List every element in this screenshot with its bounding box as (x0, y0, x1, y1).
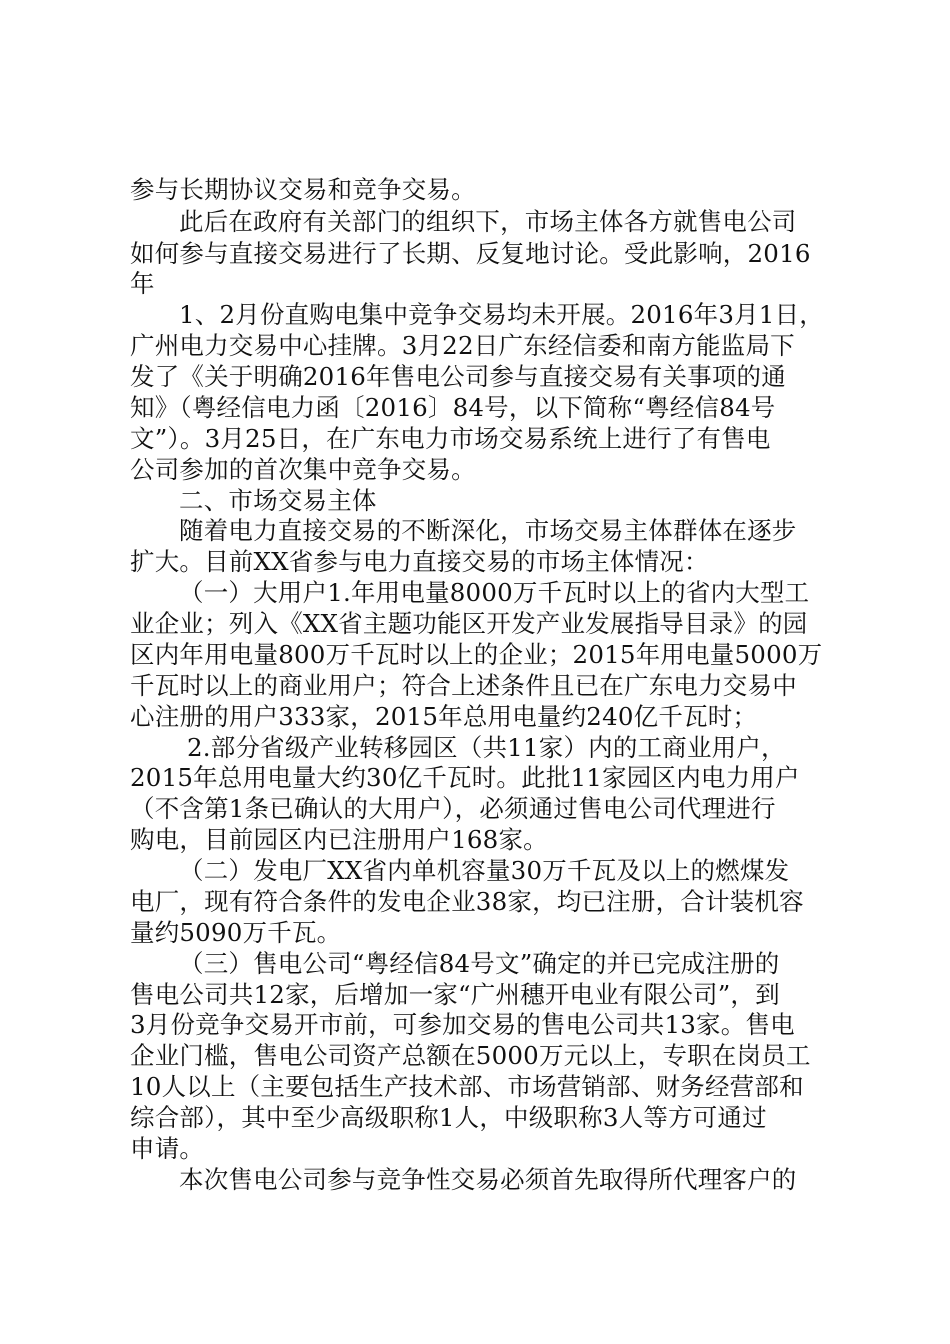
text-line: 售电公司共12家，后增加一家“广州穗开电业有限公司”，到 (130, 980, 780, 1009)
text-line: 扩大。目前XX省参与电力直接交易的市场主体情况： (130, 547, 709, 576)
text-line: 知》（粤经信电力函〔2016〕84号，以下简称“粤经信84号 (130, 393, 776, 422)
text-line: 综合部），其中至少高级职称1人，中级职称3人等方可通过 (130, 1103, 767, 1132)
text-line: 参与长期协议交易和竞争交易。 (130, 175, 476, 204)
text-line: 3月份竞争交易开市前，可参加交易的售电公司共13家。售电 (130, 1010, 795, 1039)
text-line: 企业门槛，售电公司资产总额在5000万元以上，专职在岗员工 (130, 1041, 811, 1070)
text-line: 2015年总用电量大约30亿千瓦时。此批11家园区内电力用户 (130, 763, 800, 792)
text-line: （一）大用户1.年用电量8000万千瓦时以上的省内大型工 (179, 578, 810, 607)
text-line: 量约5090万千瓦。 (130, 918, 342, 947)
text-line: 发了《关于明确2016年售电公司参与直接交易有关事项的通 (130, 362, 786, 391)
text-line: 1、2月份直购电集中竞争交易均未开展。2016年3月1日， (179, 300, 824, 329)
text-line: 心注册的用户333家，2015年总用电量约240亿千瓦时； (130, 702, 758, 731)
text-line: 随着电力直接交易的不断深化，市场交易主体群体在逐步 (179, 516, 797, 545)
text-line: 公司参加的首次集中竞争交易。 (130, 455, 476, 484)
text-line: 电厂，现有符合条件的发电企业38家，均已注册，合计装机容 (130, 887, 804, 916)
text-line: 购电，目前园区内已注册用户168家。 (130, 825, 548, 854)
text-line: 10人以上（主要包括生产技术部、市场营销部、财务经营部和 (130, 1072, 804, 1101)
text-line: 申请。 (130, 1134, 205, 1163)
text-line: 2.部分省级产业转移园区（共11家）内的工商业用户， (187, 733, 786, 762)
text-line: 业企业；列入《XX省主题功能区开发产业发展指导目录》的园 (130, 609, 808, 638)
text-line: （三）售电公司“粤经信84号文”确定的并已完成注册的 (179, 949, 780, 978)
section-heading: 二、市场交易主体 (179, 486, 377, 515)
text-line: 区内年用电量800万千瓦时以上的企业；2015年用电量5000万 (130, 640, 823, 669)
text-line: 千瓦时以上的商业用户；符合上述条件且已在广东电力交易中 (130, 671, 797, 700)
text-line: （二）发电厂XX省内单机容量30万千瓦及以上的燃煤发 (179, 856, 790, 885)
text-line: 本次售电公司参与竞争性交易必须首先取得所代理客户的 (179, 1165, 797, 1194)
text-line: 文”）。3月25日，在广东电力市场交易系统上进行了有售电 (130, 424, 771, 453)
text-line: 如何参与直接交易进行了长期、反复地讨论。受此影响，2016 (130, 239, 811, 268)
text-line: 年 (130, 269, 155, 298)
text-line: 广州电力交易中心挂牌。3月22日广东经信委和南方能监局下 (130, 331, 795, 360)
text-line: 此后在政府有关部门的组织下，市场主体各方就售电公司 (179, 207, 797, 236)
text-line: （不含第1条已确认的大用户），必须通过售电公司代理进行 (130, 794, 776, 823)
